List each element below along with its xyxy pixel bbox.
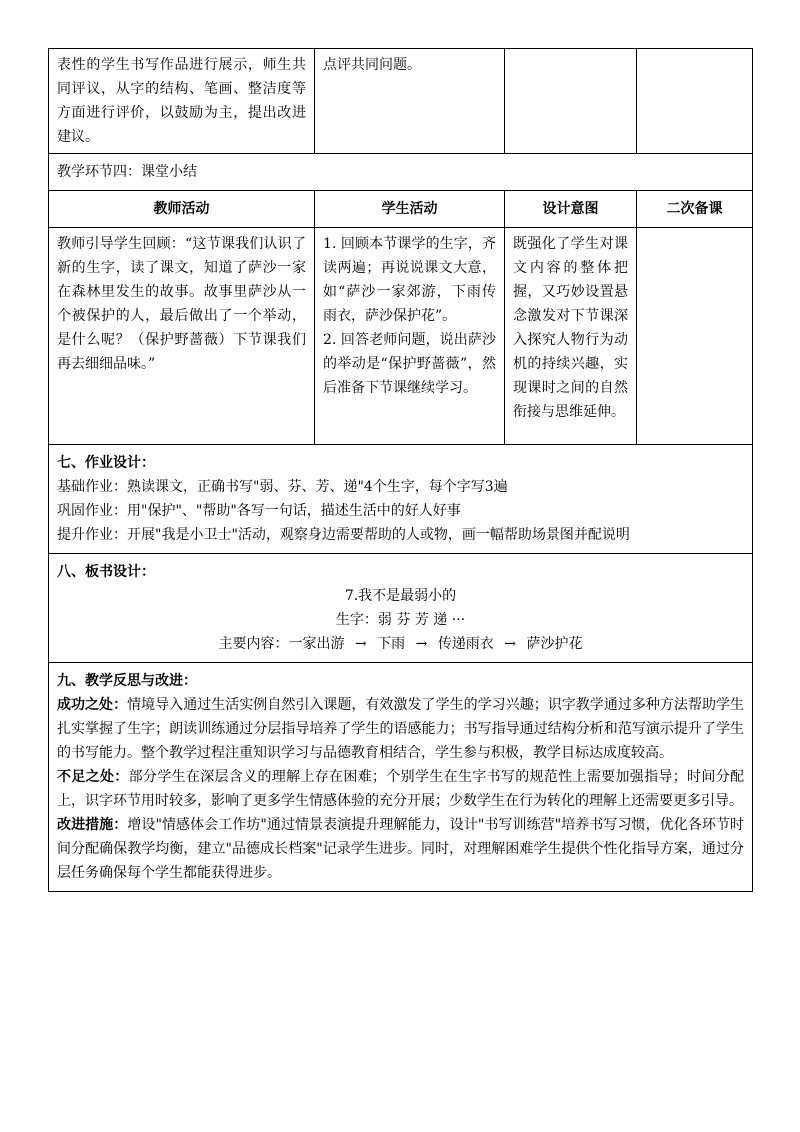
board-main-content <box>57 632 744 656</box>
board-design-cell <box>49 554 753 663</box>
lack-label: 不足之处： <box>57 769 129 785</box>
success-label: 成功之处： <box>57 697 128 713</box>
summary-activity-row <box>49 228 753 445</box>
summary-student-cell <box>315 228 505 445</box>
design-intent-cell <box>505 49 637 154</box>
reflection-title: 九、教学反思与改进： <box>57 673 197 689</box>
homework-row <box>49 445 753 554</box>
reflection-lack <box>57 765 744 813</box>
header-teacher-activity: 教师活动 <box>49 191 315 228</box>
success-text: 情境导入通过生活实例自然引入课题，有效激发了学生的学习兴趣；识字教学通过多种方法帮助学生扎实掌握了生字；朗读训练通过分层指导培养了学生的语感能力；书写指导通过结构分析和范写演示提升了学生的书写能力。整个教学过程注重知识学习与品德教育相结合，学生参与积极，教学目标达成度较高。 <box>57 697 745 761</box>
lesson-plan-page <box>48 48 752 892</box>
board-heading: 7.我不是最弱小的 <box>344 588 457 604</box>
header-student-activity: 学生活动 <box>315 191 505 228</box>
homework-basic: 基础作业：熟读课文，正确书写"弱、芬、芳、递"4个生字，每个字写3遍 <box>57 479 508 495</box>
arrow-icon: → <box>415 636 428 652</box>
homework-advanced: 提升作业：开展"我是小卫士"活动，观察身边需要帮助的人或物，画一幅帮助场景图并配说明 <box>57 527 630 543</box>
board-chars: 生字：弱 芬 芳 递 ··· <box>335 612 466 628</box>
reflection-row <box>49 663 753 892</box>
reflection-cell <box>49 663 753 892</box>
summary-teacher-cell: 教师引导学生回顾：“这节课我们认识了新的生字，读了课文，知道了萨沙一家在森林里发生的故事。故事里萨沙从一个被保护的人，最后做出了一个举动，是什么呢？（保护野蔷薇）下节课我们再去细细品味。” <box>49 228 315 445</box>
student-item-2: 2. 回答老师问题，说出萨沙的举动是“保护野蔷薇”，然后准备下节课继续学习。 <box>323 332 496 396</box>
summary-second-prep-cell <box>637 228 753 445</box>
improve-label: 改进措施： <box>57 817 128 833</box>
board-flow-2: 传递雨衣 <box>437 636 494 652</box>
second-prep-cell <box>637 49 753 154</box>
student-activity-cell: 点评共同问题。 <box>315 49 505 154</box>
homework-consolidate: 巩固作业：用"保护"、"帮助"各写一句话，描述生活中的好人好事 <box>57 503 461 519</box>
board-main-label: 主要内容：一家出游 <box>218 636 345 652</box>
reflection-success <box>57 693 744 765</box>
header-second-prep: 二次备课 <box>637 191 753 228</box>
lack-text: 部分学生在深层含义的理解上存在困难；个别学生在生字书写的规范性上需要加强指导；时间分配上，识字环节用时较多，影响了更多学生情感体验的充分开展；少数学生在行为转化的理解上还需要更多引导。 <box>57 769 745 809</box>
teacher-activity-cell: 表性的学生书写作品进行展示，师生共同评议，从字的结构、笔画、整洁度等方面进行评价，以鼓励为主，提出改进建议。 <box>49 49 315 154</box>
board-design-row <box>49 554 753 663</box>
student-item-1: 1. 回顾本节课学的生字，齐读两遍；再说说课文大意，如“萨沙一家郊游，下雨传雨衣，萨沙保护花”。 <box>323 236 496 324</box>
homework-title: 七、作业设计： <box>57 455 155 471</box>
board-design-title: 八、板书设计： <box>57 564 155 580</box>
summary-intent-cell: 既强化了学生对课文内容的整体把握，又巧妙设置悬念激发对下节课深入探究人物行为动机的持续兴趣，实现课时之间的自然衔接与思维延伸。 <box>505 228 637 445</box>
section-four-title: 教学环节四：课堂小结 <box>49 154 753 191</box>
arrow-icon: → <box>354 636 367 652</box>
arrow-icon: → <box>504 636 516 652</box>
homework-cell <box>49 445 753 554</box>
board-flow-3: 萨沙护花 <box>526 636 583 652</box>
table-header-row <box>49 191 753 228</box>
improve-text: 增设"情感体会工作坊"通过情景表演提升理解能力，设计"书写训练营"培养书写习惯，优化各环节时间分配确保教学均衡，建立"品德成长档案"记录学生进步。同时，对理解困难学生提供个性化指导方案，通过分层任务确保每个学生都能获得进步。 <box>57 817 744 881</box>
section-four-title-row <box>49 154 753 191</box>
lesson-plan-table <box>48 48 753 892</box>
header-design-intent: 设计意图 <box>505 191 637 228</box>
continued-activity-row <box>49 49 753 154</box>
reflection-improve <box>57 813 744 885</box>
board-flow-1: 下雨 <box>377 636 406 652</box>
